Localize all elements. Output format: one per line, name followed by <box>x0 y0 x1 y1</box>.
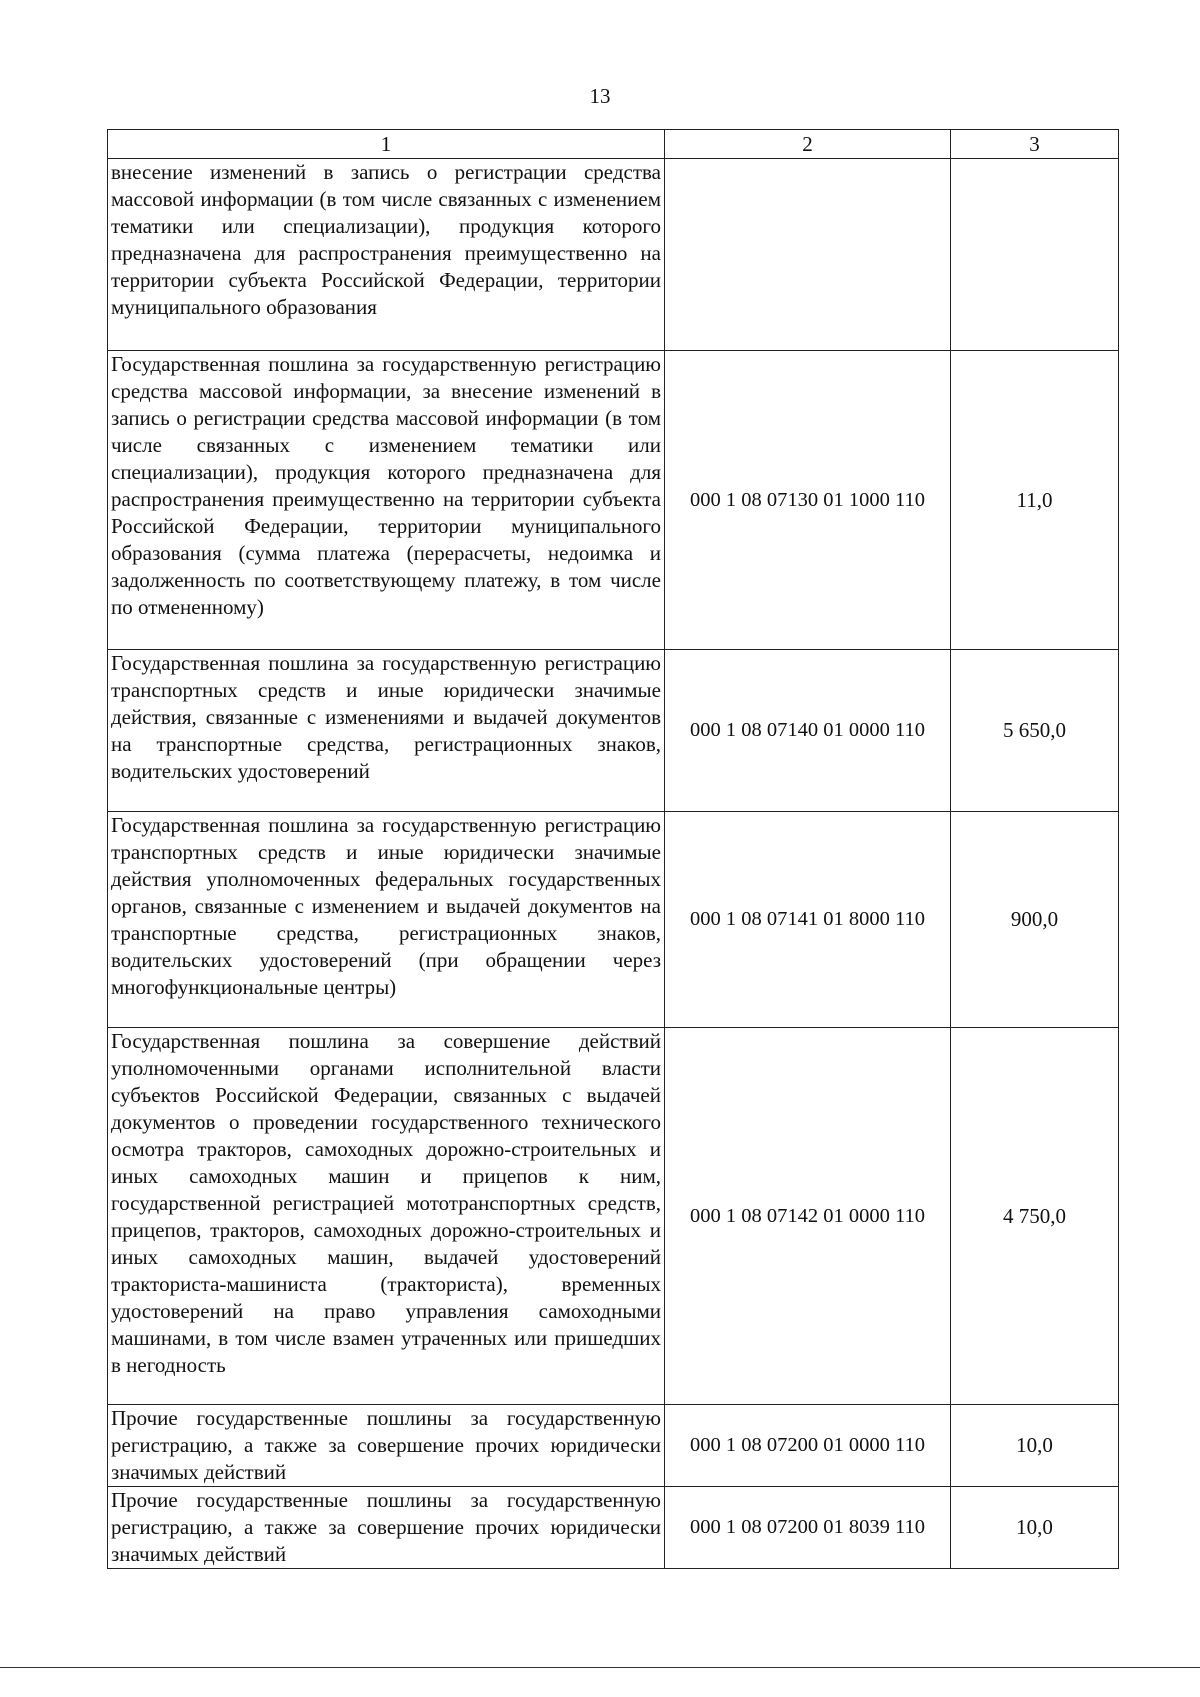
row-code: 000 1 08 07200 01 8039 110 <box>665 1487 951 1569</box>
row-code: 000 1 08 07142 01 0000 110 <box>665 1028 951 1405</box>
table-row <box>108 351 1119 650</box>
row-code <box>665 159 951 351</box>
column-header-2: 2 <box>665 130 951 159</box>
footer-rule <box>0 1667 1200 1668</box>
row-code: 000 1 08 07200 01 0000 110 <box>665 1405 951 1487</box>
table-row <box>108 1487 1119 1569</box>
row-amount <box>951 159 1119 351</box>
row-description: Прочие государственные пошлины за государственную регистрацию, а также за совершение прочих юридически значимых действий <box>108 1405 665 1487</box>
row-amount: 5 650,0 <box>951 650 1119 812</box>
row-description: внесение изменений в запись о регистрации средства массовой информации (в том числе связанных с изменением тематики или специализации), продукция которого предназначена для распространения преимущественно на территории субъекта Российской Федерации, территории муниципального образования <box>108 159 665 351</box>
table-row <box>108 159 1119 351</box>
table-row <box>108 1028 1119 1405</box>
row-amount: 900,0 <box>951 812 1119 1028</box>
column-header-3: 3 <box>951 130 1119 159</box>
revenue-table <box>107 129 1119 1569</box>
row-amount: 10,0 <box>951 1405 1119 1487</box>
column-header-1: 1 <box>108 130 665 159</box>
row-code: 000 1 08 07141 01 8000 110 <box>665 812 951 1028</box>
row-amount: 11,0 <box>951 351 1119 650</box>
row-description: Государственная пошлина за государственную регистрацию средства массовой информации, за внесение изменений в запись о регистрации средства массовой информации (в том числе связанных с изменением тематики или специализации), продукция которого предназначена для распространения преимущественно на территории субъекта Российской Федерации, территории муниципального образования (сумма платежа (перерасчеты, недоимка и задолженность по соответствующему платежу, в том числе по отмененному) <box>108 351 665 650</box>
table-row <box>108 650 1119 812</box>
row-description: Государственная пошлина за совершение действий уполномоченными органами исполнительной власти субъектов Российской Федерации, связанных с выдачей документов о проведении государственного технического осмотра тракторов, самоходных дорожно-строительных и иных самоходных машин и прицепов к ним, государственной регистрацией мототранспортных средств, прицепов, тракторов, самоходных дорожно-строительных и иных самоходных машин, выдачей удостоверений тракториста-машиниста (тракториста), временных удостоверений на право управления самоходными машинами, в том числе взамен утраченных или пришедших в негодность <box>108 1028 665 1405</box>
row-amount: 10,0 <box>951 1487 1119 1569</box>
table-header-row <box>108 130 1119 159</box>
table-row <box>108 812 1119 1028</box>
row-description: Прочие государственные пошлины за государственную регистрацию, а также за совершение прочих юридически значимых действий <box>108 1487 665 1569</box>
row-code: 000 1 08 07130 01 1000 110 <box>665 351 951 650</box>
row-description: Государственная пошлина за государственную регистрацию транспортных средств и иные юридически значимые действия уполномоченных федеральных государственных органов, связанные с изменением и выдачей документов на транспортные средства, регистрационных знаков, водительских удостоверений (при обращении через многофункциональные центры) <box>108 812 665 1028</box>
table-row <box>108 1405 1119 1487</box>
row-amount: 4 750,0 <box>951 1028 1119 1405</box>
row-description: Государственная пошлина за государственную регистрацию транспортных средств и иные юридически значимые действия, связанные с изменениями и выдачей документов на транспортные средства, регистрационных знаков, водительских удостоверений <box>108 650 665 812</box>
row-code: 000 1 08 07140 01 0000 110 <box>665 650 951 812</box>
page-number: 13 <box>589 84 611 108</box>
